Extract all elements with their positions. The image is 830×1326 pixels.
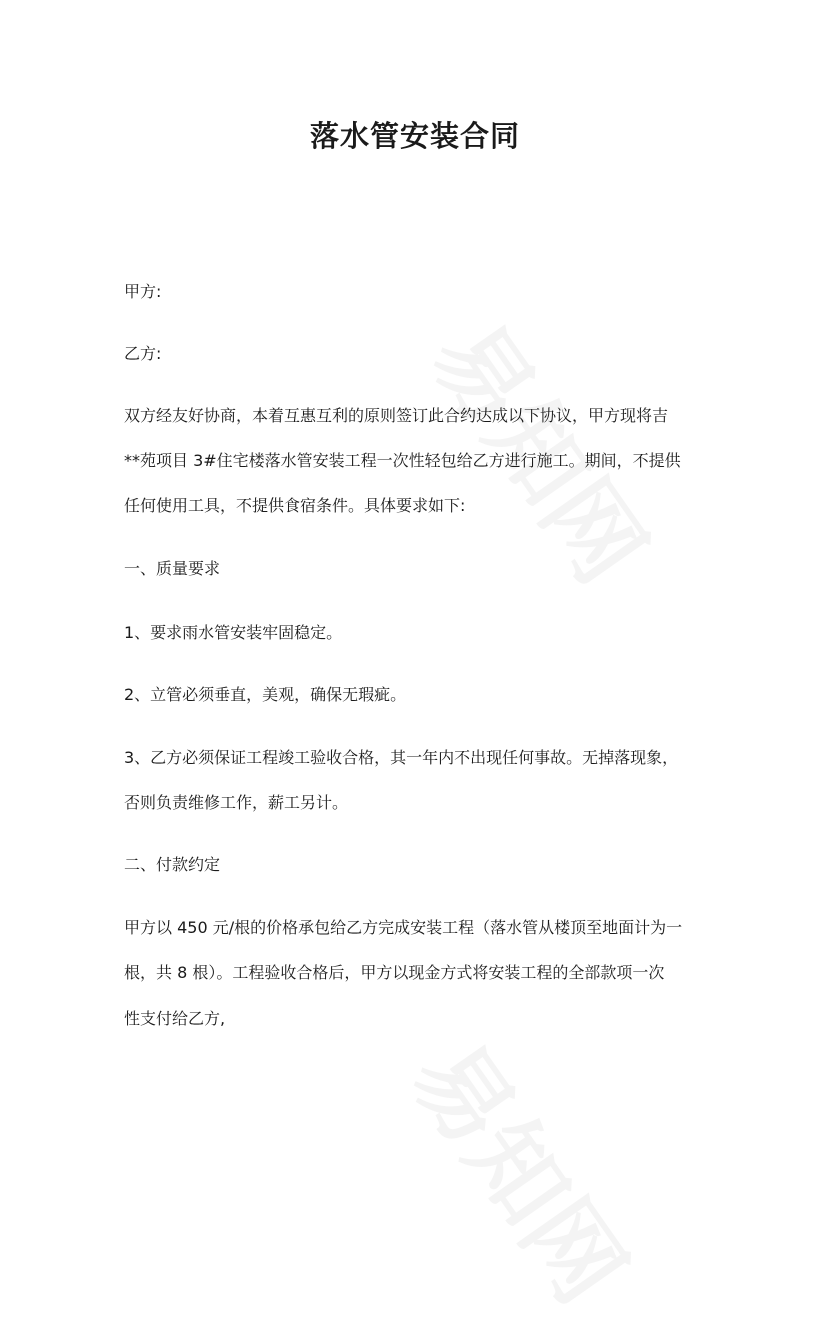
payment-line-3: 性支付给乙方, — [124, 1009, 226, 1028]
intro-line-2: **苑项目 3#住宅楼落水管安装工程一次性轻包给乙方进行施工。期间，不提供 — [124, 451, 681, 470]
section-2-heading: 二、付款约定 — [124, 855, 221, 874]
intro-line-3: 任何使用工具，不提供食宿条件。具体要求如下: — [124, 496, 466, 515]
intro-line-1: 双方经友好协商，本着互惠互利的原则签订此合约达成以下协议，甲方现将吉 — [124, 406, 669, 425]
quality-item-2: 2、立管必须垂直，美观，确保无瑕疵。 — [124, 685, 407, 704]
quality-item-3-line-1: 3、乙方必须保证工程竣工验收合格，其一年内不出现任何事故。无掉落现象， — [124, 748, 679, 767]
quality-item-3-line-2: 否则负责维修工作，薪工另计。 — [124, 793, 349, 812]
section-1-heading: 一、质量要求 — [124, 559, 221, 578]
payment-line-2: 根，共 8 根）。工程验收合格后，甲方以现金方式将安装工程的全部款项一次 — [124, 963, 665, 982]
document-title: 落水管安装合同 — [309, 119, 520, 153]
watermark-bottom — [385, 1011, 662, 1325]
quality-item-1: 1、要求雨水管安装牢固稳定。 — [124, 623, 343, 642]
payment-line-1: 甲方以 450 元/根的价格承包给乙方完成安装工程（落水管从楼顶至地面计为一 — [124, 918, 683, 937]
party-b-label: 乙方: — [124, 344, 162, 363]
party-a-label: 甲方: — [124, 282, 162, 301]
